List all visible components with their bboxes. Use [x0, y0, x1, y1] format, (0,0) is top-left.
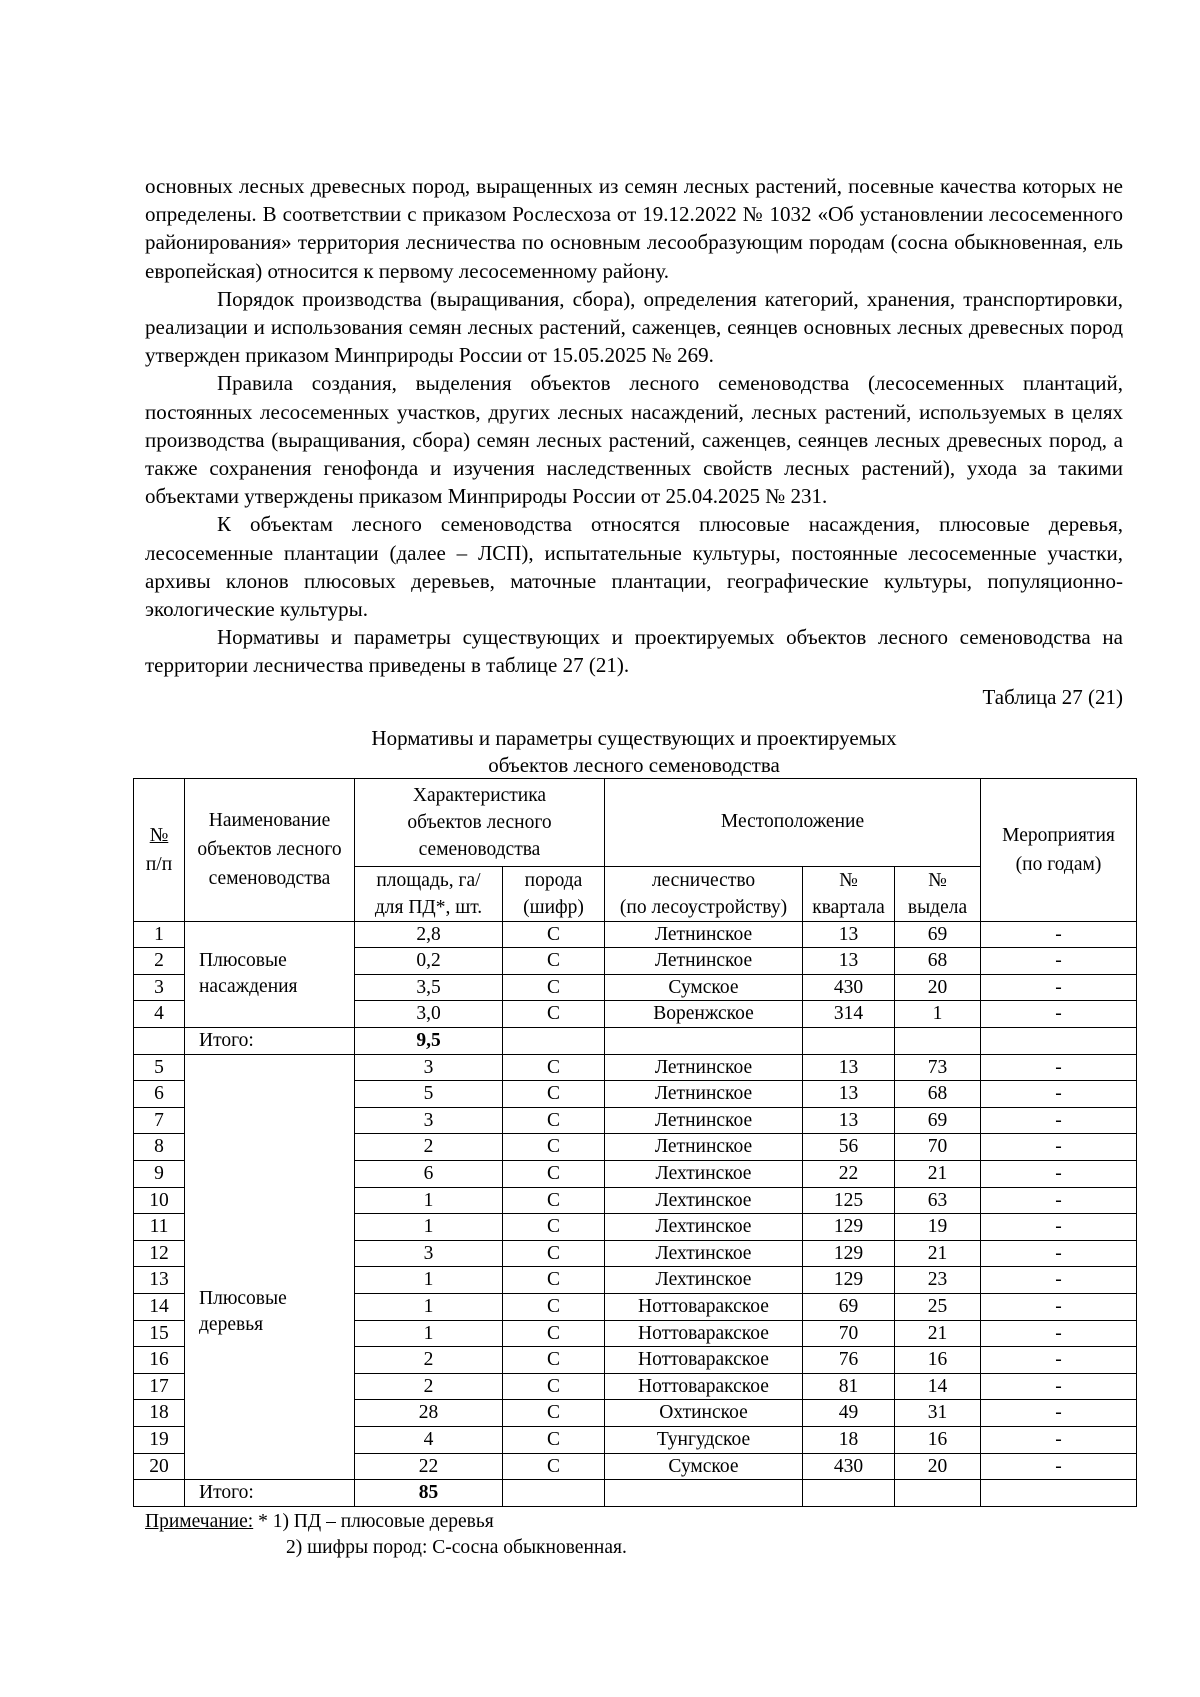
cell-plot: 69 — [895, 1107, 981, 1134]
cell-plot: 25 — [895, 1293, 981, 1320]
cell-forestry: Тунгудское — [605, 1426, 803, 1453]
cell-num: 16 — [134, 1347, 185, 1374]
header-name: Наименование объектов лесного семеноводства — [185, 778, 355, 921]
cell-measures: - — [981, 1400, 1137, 1427]
cell-plot: 68 — [895, 948, 981, 975]
cell-empty — [503, 1028, 605, 1055]
cell-num: 15 — [134, 1320, 185, 1347]
table-number: Таблица 27 (21) — [982, 684, 1123, 709]
cell-num: 13 — [134, 1267, 185, 1294]
cell-forestry: Летнинское — [605, 948, 803, 975]
cell-species: С — [503, 1187, 605, 1214]
cell-forestry: Ноттоваракское — [605, 1320, 803, 1347]
cell-measures: - — [981, 1161, 1137, 1188]
cell-quarter: 56 — [803, 1134, 895, 1161]
cell-plot: 21 — [895, 1320, 981, 1347]
cell-num: 3 — [134, 974, 185, 1001]
cell-plot: 31 — [895, 1400, 981, 1427]
cell-num — [134, 1028, 185, 1055]
cell-plot: 23 — [895, 1267, 981, 1294]
cell-measures: - — [981, 1267, 1137, 1294]
cell-empty — [895, 1480, 981, 1507]
paragraph-4: К объектам лесного семеноводства относятся плюсовые насаждения, плюсовые деревья, лесосеменные плантации (далее – ЛСП), испытательные культуры, постоянные лесосеменные участки, архивы клонов плюсовых деревьев, маточные плантации, географические культуры, популяционно-экологические культуры. — [145, 512, 1123, 622]
header-characteristics: Характеристика объектов лесного семеноводства — [355, 778, 605, 866]
header-area: площадь, га/ для ПД*, шт. — [355, 866, 503, 921]
cell-area: 4 — [355, 1426, 503, 1453]
cell-area: 28 — [355, 1400, 503, 1427]
cell-num: 18 — [134, 1400, 185, 1427]
cell-quarter: 76 — [803, 1347, 895, 1374]
cell-area: 2,8 — [355, 921, 503, 948]
cell-measures: - — [981, 1054, 1137, 1081]
cell-species: С — [503, 1054, 605, 1081]
cell-plot: 14 — [895, 1373, 981, 1400]
cell-forestry: Сумское — [605, 974, 803, 1001]
group-name-line: Плюсовые — [199, 950, 287, 972]
cell-species: С — [503, 1001, 605, 1028]
header-measures: Мероприятия (по годам) — [981, 778, 1137, 921]
cell-num: 2 — [134, 948, 185, 975]
cell-quarter: 13 — [803, 1054, 895, 1081]
cell-area: 3 — [355, 1240, 503, 1267]
cell-quarter: 13 — [803, 948, 895, 975]
cell-species: С — [503, 1134, 605, 1161]
cell-area: 1 — [355, 1267, 503, 1294]
cell-measures: - — [981, 1134, 1137, 1161]
cell-plot: 73 — [895, 1054, 981, 1081]
cell-species: С — [503, 1107, 605, 1134]
document-page — [145, 172, 1123, 1561]
cell-quarter: 13 — [803, 1081, 895, 1108]
paragraph-2: Порядок производства (выращивания, сбора), определения категорий, хранения, транспортировки, реализации и использования семян лесных растений, саженцев, сеянцев основных лесных древесных пород утвержден приказом Минприроды России от 15.05.2025 № 269. — [145, 286, 1123, 368]
cell-forestry: Лехтинское — [605, 1187, 803, 1214]
cell-area: 0,2 — [355, 948, 503, 975]
cell-species: С — [503, 1426, 605, 1453]
cell-species: С — [503, 1081, 605, 1108]
cell-area: 2 — [355, 1134, 503, 1161]
cell-measures: - — [981, 1214, 1137, 1241]
cell-area: 1 — [355, 1187, 503, 1214]
cell-species: С — [503, 948, 605, 975]
cell-measures: - — [981, 921, 1137, 948]
cell-forestry: Воренжское — [605, 1001, 803, 1028]
cell-quarter: 13 — [803, 1107, 895, 1134]
cell-quarter: 125 — [803, 1187, 895, 1214]
cell-plot: 16 — [895, 1426, 981, 1453]
cell-area: 1 — [355, 1214, 503, 1241]
cell-quarter: 70 — [803, 1320, 895, 1347]
cell-forestry: Ноттоваракское — [605, 1373, 803, 1400]
cell-num: 8 — [134, 1134, 185, 1161]
cell-quarter: 430 — [803, 1453, 895, 1480]
cell-forestry: Лехтинское — [605, 1161, 803, 1188]
cell-empty — [895, 1028, 981, 1055]
cell-num: 10 — [134, 1187, 185, 1214]
cell-num: 6 — [134, 1081, 185, 1108]
cell-measures: - — [981, 1373, 1137, 1400]
cell-plot: 19 — [895, 1214, 981, 1241]
cell-area: 3,0 — [355, 1001, 503, 1028]
note-line-1: * 1) ПД – плюсовые деревья — [253, 1510, 494, 1532]
cell-measures: - — [981, 974, 1137, 1001]
cell-num: 11 — [134, 1214, 185, 1241]
cell-forestry: Лехтинское — [605, 1240, 803, 1267]
cell-quarter: 22 — [803, 1161, 895, 1188]
header-plot: № выдела — [895, 866, 981, 921]
header-row — [134, 778, 1137, 866]
cell-measures: - — [981, 1187, 1137, 1214]
cell-area: 3,5 — [355, 974, 503, 1001]
header-species: порода (шифр) — [503, 866, 605, 921]
table-caption — [145, 725, 1123, 779]
cell-plot: 16 — [895, 1347, 981, 1374]
header-num: № п/п — [134, 778, 185, 921]
cell-forestry: Летнинское — [605, 1134, 803, 1161]
cell-num: 20 — [134, 1453, 185, 1480]
cell-plot: 1 — [895, 1001, 981, 1028]
header-forestry: лесничество (по лесоустройству) — [605, 866, 803, 921]
cell-species: С — [503, 1347, 605, 1374]
cell-species: С — [503, 974, 605, 1001]
header-location: Местоположение — [605, 778, 981, 866]
cell-measures: - — [981, 1001, 1137, 1028]
cell-num: 17 — [134, 1373, 185, 1400]
cell-quarter: 129 — [803, 1240, 895, 1267]
cell-forestry: Летнинское — [605, 1054, 803, 1081]
cell-species: С — [503, 1293, 605, 1320]
cell-forestry: Ноттоваракское — [605, 1347, 803, 1374]
cell-empty — [605, 1480, 803, 1507]
cell-forestry: Летнинское — [605, 1107, 803, 1134]
note-line-2: 2) шифры пород: С-сосна обыкновенная. — [286, 1536, 627, 1558]
cell-quarter: 81 — [803, 1373, 895, 1400]
total-value: 9,5 — [355, 1028, 503, 1055]
cell-num: 4 — [134, 1001, 185, 1028]
table-row — [134, 921, 1137, 948]
cell-species: С — [503, 1267, 605, 1294]
cell-empty — [503, 1480, 605, 1507]
total-value: 85 — [355, 1480, 503, 1507]
cell-measures: - — [981, 1453, 1137, 1480]
cell-species: С — [503, 1400, 605, 1427]
cell-measures: - — [981, 1081, 1137, 1108]
cell-num: 1 — [134, 921, 185, 948]
cell-plot: 20 — [895, 974, 981, 1001]
cell-area: 2 — [355, 1347, 503, 1374]
cell-num: 9 — [134, 1161, 185, 1188]
paragraph-3: Правила создания, выделения объектов лесного семеноводства (лесосеменных плантаций, постоянных лесосеменных участков, других лесных насаждений, лесных растений, используемых в целях производства (выращивания, сбора) семян лесных растений, саженцев, сеянцев лесных древесных пород, а также сохранения генофонда и изучения наследственных свойств лесных растений), ухода за такими объектами утверждены приказом Минприроды России от 25.04.2025 № 231. — [145, 371, 1123, 509]
cell-species: С — [503, 1373, 605, 1400]
cell-quarter: 49 — [803, 1400, 895, 1427]
cell-num: 19 — [134, 1426, 185, 1453]
table-note — [145, 1509, 1123, 1561]
cell-num: 5 — [134, 1054, 185, 1081]
cell-forestry: Сумское — [605, 1453, 803, 1480]
group-name-line: Плюсовые — [199, 1287, 287, 1309]
cell-species: С — [503, 1453, 605, 1480]
cell-num: 12 — [134, 1240, 185, 1267]
cell-area: 2 — [355, 1373, 503, 1400]
cell-area: 1 — [355, 1293, 503, 1320]
total-row — [134, 1028, 1137, 1055]
total-label: Итого: — [185, 1480, 355, 1507]
cell-forestry: Летнинское — [605, 1081, 803, 1108]
group-name-line: деревья — [199, 1313, 264, 1335]
cell-group-name — [185, 921, 355, 1027]
cell-empty — [803, 1480, 895, 1507]
cell-empty — [605, 1028, 803, 1055]
cell-plot: 68 — [895, 1081, 981, 1108]
cell-measures: - — [981, 1320, 1137, 1347]
table-row — [134, 1054, 1137, 1081]
cell-forestry: Лехтинское — [605, 1214, 803, 1241]
cell-plot: 70 — [895, 1134, 981, 1161]
cell-plot: 21 — [895, 1240, 981, 1267]
cell-num: 14 — [134, 1293, 185, 1320]
cell-forestry: Охтинское — [605, 1400, 803, 1427]
header-quarter: № квартала — [803, 866, 895, 921]
cell-measures: - — [981, 1347, 1137, 1374]
cell-area: 1 — [355, 1320, 503, 1347]
cell-area: 22 — [355, 1453, 503, 1480]
cell-quarter: 13 — [803, 921, 895, 948]
cell-measures: - — [981, 1293, 1137, 1320]
cell-quarter: 430 — [803, 974, 895, 1001]
cell-quarter: 129 — [803, 1267, 895, 1294]
cell-measures: - — [981, 948, 1137, 975]
cell-num — [134, 1480, 185, 1507]
cell-plot: 63 — [895, 1187, 981, 1214]
group-name-line: насаждения — [199, 976, 298, 998]
cell-plot: 21 — [895, 1161, 981, 1188]
cell-species: С — [503, 1320, 605, 1347]
cell-empty — [981, 1028, 1137, 1055]
cell-forestry: Летнинское — [605, 921, 803, 948]
cell-species: С — [503, 1161, 605, 1188]
cell-measures: - — [981, 1107, 1137, 1134]
cell-area: 3 — [355, 1054, 503, 1081]
table-caption-line: объектов лесного семеноводства — [488, 752, 780, 777]
paragraph-5: Нормативы и параметры существующих и проектируемых объектов лесного семеноводства на территории лесничества приведены в таблице 27 (21). — [145, 625, 1123, 678]
cell-quarter: 129 — [803, 1214, 895, 1241]
cell-empty — [803, 1028, 895, 1055]
cell-plot: 69 — [895, 921, 981, 948]
cell-area: 6 — [355, 1161, 503, 1188]
total-label: Итого: — [185, 1028, 355, 1055]
cell-group-name — [185, 1054, 355, 1480]
cell-plot: 20 — [895, 1453, 981, 1480]
cell-quarter: 18 — [803, 1426, 895, 1453]
cell-quarter: 69 — [803, 1293, 895, 1320]
cell-area: 3 — [355, 1107, 503, 1134]
cell-empty — [981, 1480, 1137, 1507]
paragraph-1: основных лесных древесных пород, выращенных из семян лесных растений, посевные качества которых не определены. В соответствии с приказом Рослесхоза от 19.12.2022 № 1032 «Об установлении лесосеменного районирования» территория лесничества по основным лесообразующим породам (сосна обыкновенная, ель европейская) относится к первому лесосеменному району. — [145, 174, 1123, 283]
cell-measures: - — [981, 1240, 1137, 1267]
cell-quarter: 314 — [803, 1001, 895, 1028]
cell-forestry: Лехтинское — [605, 1267, 803, 1294]
table-caption-line: Нормативы и параметры существующих и проектируемых — [371, 725, 897, 750]
note-label: Примечание: — [145, 1510, 254, 1532]
total-row — [134, 1480, 1137, 1507]
cell-forestry: Ноттоваракское — [605, 1293, 803, 1320]
cell-species: С — [503, 1240, 605, 1267]
cell-species: С — [503, 921, 605, 948]
cell-area: 5 — [355, 1081, 503, 1108]
cell-measures: - — [981, 1426, 1137, 1453]
cell-species: С — [503, 1214, 605, 1241]
seed-objects-table — [133, 778, 1137, 1507]
cell-num: 7 — [134, 1107, 185, 1134]
